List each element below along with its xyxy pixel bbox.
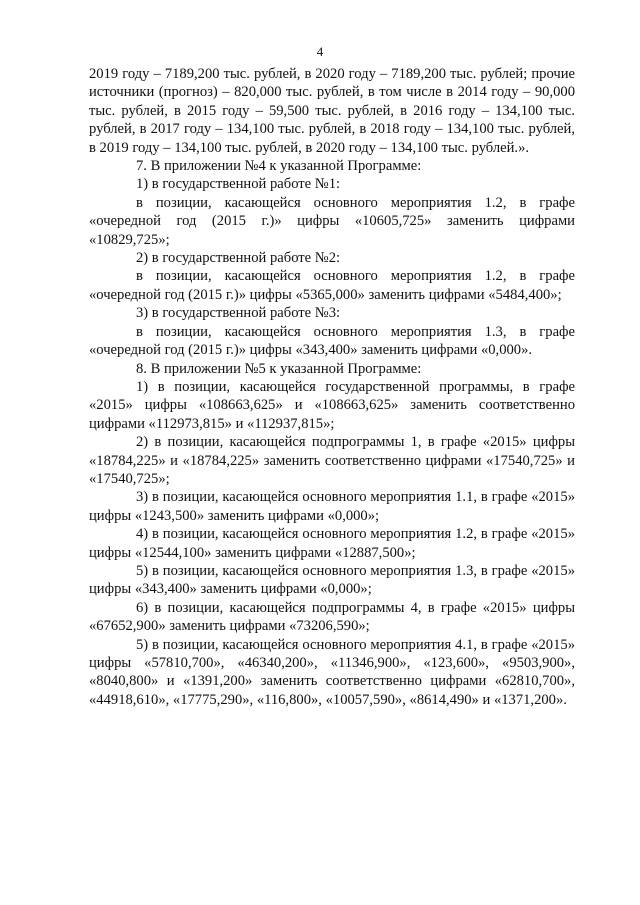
paragraph-9: 8. В приложении №5 к указанной Программе: [136, 360, 422, 377]
paragraph-8: в позиции, касающейся основного мероприятия 1.3, в графе «очередной год (2015 г.)» цифры «343,400» заменить цифрами «0,000». [89, 323, 575, 359]
paragraph-4: в позиции, касающейся основного мероприятия 1.2, в графе «очередной год (2015 г.)» цифры «10605,725» заменить цифрами «10829,725»; [89, 194, 575, 248]
paragraph-10: 1) в позиции, касающейся государственной программы, в графе «2015» цифры «108663,625» и «108663,625» заменить соответственно цифрами «112973,815» и «112937,815»; [89, 378, 575, 432]
paragraph-12: 3) в позиции, касающейся основного мероприятия 1.1, в графе «2015» цифры «1243,500» заменить цифрами «0,000»; [89, 489, 575, 524]
paragraph-11: 2) в позиции, касающейся подпрограммы 1, в графе «2015» цифры «18784,225» и «18784,225» заменить соответственно цифрами «17540,725» и «17540,725»; [89, 434, 575, 487]
paragraph-3: 1) в государственной работе №1: [136, 176, 341, 193]
paragraph-2: 7. В приложении №4 к указанной Программе: [136, 158, 422, 175]
paragraph-5: 2) в государственной работе №2: [136, 250, 341, 267]
paragraph-15: 6) в позиции, касающейся подпрограммы 4, в графе «2015» цифры «67652,900» заменить цифрами «73206,590»; [89, 599, 575, 635]
paragraph-13: 4) в позиции, касающейся основного мероприятия 1.2, в графе «2015» цифры «12544,100» заменить цифрами «12887,500»; [89, 526, 575, 561]
document-body [89, 65, 575, 709]
page-number: 4 [316, 44, 324, 59]
paragraph-16: 5) в позиции, касающейся основного мероприятия 4.1, в графе «2015» цифры «57810,700», «46340,200», «11346,900», «123,600», «9503,900», «8040,800» и «1391,200» заменить соответственно цифрами «62810,700», «44918,610», «17775,290», «116,800», «10057,590», «8614,490» и «1371,200». [89, 636, 575, 708]
paragraph-14: 5) в позиции, касающейся основного мероприятия 1.3, в графе «2015» цифры «343,400» заменить цифрами «0,000»; [89, 562, 575, 598]
paragraph-7: 3) в государственной работе №3: [136, 305, 341, 322]
paragraph-6: в позиции, касающейся основного мероприятия 1.2, в графе «очередной год (2015 г.)» цифры «5365,000» заменить цифрами «5484,400»; [89, 268, 575, 303]
paragraph-1: 2019 году – 7189,200 тыс. рублей, в 2020 году – 7189,200 тыс. рублей; прочие источники (прогноз) – 820,000 тыс. рублей, в том числе в 2014 году – 90,000 тыс. рублей, в 2015 году – 59,500 тыс. рублей, в 2016 году – 134,100 тыс. рублей, в 2017 году – 134,100 тыс. рублей, в 2018 году – 134,100 тыс. рублей, в 2019 году – 134,100 тыс. рублей, в 2020 году – 134,100 тыс. рублей.». [89, 66, 575, 156]
